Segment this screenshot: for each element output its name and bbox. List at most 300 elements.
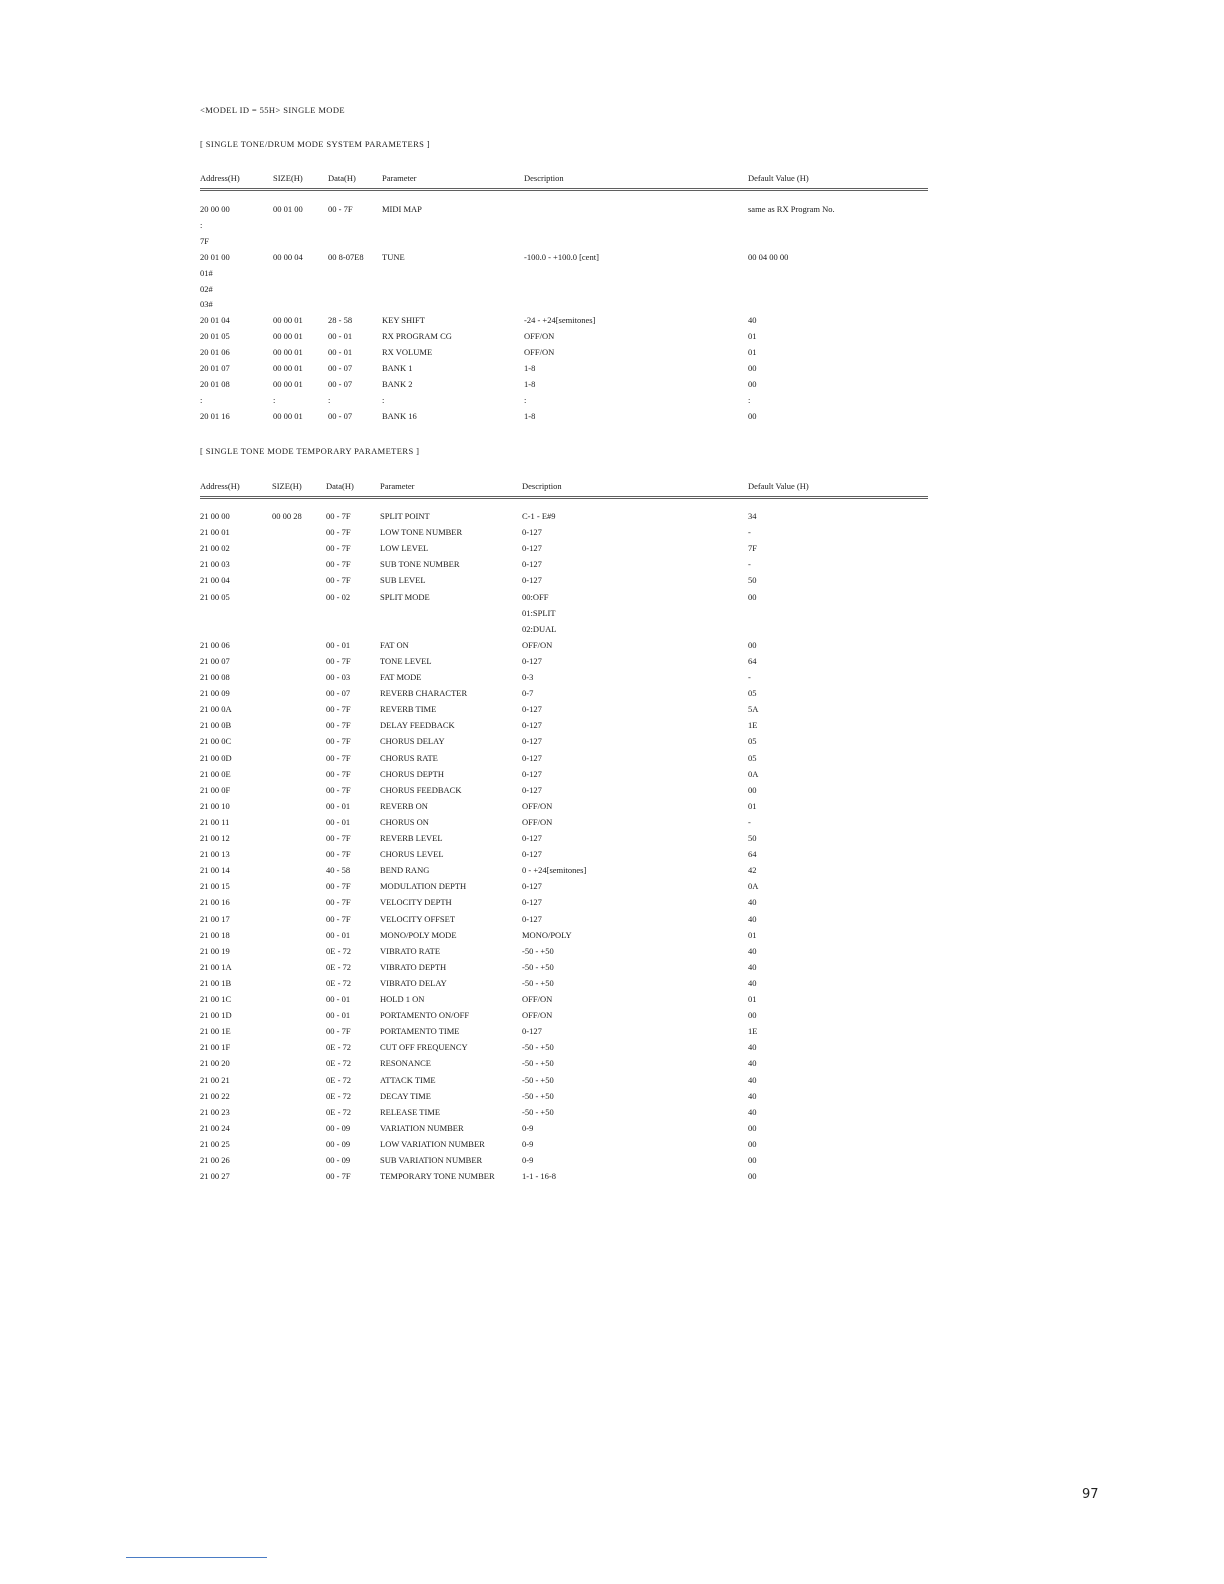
data-cell: 00 - 7F: [326, 784, 351, 795]
default-value-cell: 42: [748, 865, 757, 876]
table-row: [0, 640, 1224, 656]
address-cell: 21 00 16: [200, 897, 230, 908]
table-row: [0, 608, 1224, 624]
table-row: [0, 1010, 1224, 1026]
parameter-cell: PORTAMENTO ON/OFF: [380, 1010, 470, 1021]
table-row: [0, 865, 1224, 881]
description-cell: 0-127: [522, 1026, 542, 1037]
address-cell: 21 00 27: [200, 1171, 230, 1182]
description-cell: -50 - +50: [522, 1058, 554, 1069]
description-cell: 1-1 - 16-8: [522, 1171, 556, 1182]
size-cell: :: [273, 394, 276, 405]
data-cell: 00 - 01: [326, 929, 351, 940]
default-value-cell: -: [748, 527, 751, 538]
default-value-cell: 64: [748, 849, 757, 860]
default-value-cell: 00: [748, 1155, 757, 1165]
address-cell: 21 00 03: [200, 559, 230, 570]
default-value-cell: 40: [748, 945, 757, 956]
table-row: [0, 1026, 1224, 1042]
data-cell: 00 - 7F: [328, 204, 353, 214]
description-cell: OFF/ON: [522, 994, 553, 1004]
parameter-cell: SPLIT POINT: [380, 511, 430, 521]
default-value-cell: 00: [748, 591, 757, 602]
parameter-cell: LOW TONE NUMBER: [380, 527, 463, 538]
description-cell: 0-9: [522, 1138, 534, 1149]
parameter-cell: MODULATION DEPTH: [380, 881, 467, 892]
description-cell: -24 - +24[semitones]: [524, 315, 596, 326]
table-row: [0, 624, 1224, 640]
data-cell: 00 - 7F: [326, 881, 351, 892]
description-cell: 0-7: [522, 688, 534, 699]
size-header: SIZE(H): [273, 173, 303, 183]
table-row: [0, 315, 1224, 331]
parameter-cell: MIDI MAP: [382, 204, 422, 214]
table-row: [0, 1042, 1224, 1058]
column-header-row: [0, 173, 1224, 189]
description-cell: 0-127: [522, 897, 542, 908]
table-row: [0, 897, 1224, 913]
section-heading: [ SINGLE TONE/DRUM MODE SYSTEM PARAMETERS ]: [200, 139, 431, 149]
default-value-cell: 01: [748, 800, 757, 811]
data-cell: 00 - 01: [326, 1010, 351, 1021]
address-cell: 7F: [200, 235, 209, 246]
parameter-cell: CHORUS RATE: [380, 752, 438, 763]
default-value-cell: -: [748, 816, 751, 827]
parameter-cell: BANK 16: [382, 410, 417, 421]
size-cell: 00 00 01: [273, 410, 303, 421]
table-row: [0, 849, 1224, 865]
table-row: [0, 511, 1224, 527]
address-cell: 21 00 01: [200, 527, 230, 538]
default-value-cell: -: [748, 559, 751, 570]
description-cell: OFF/ON: [522, 816, 553, 827]
description-cell: -50 - +50: [522, 945, 554, 956]
address-cell: 21 00 0C: [200, 736, 232, 747]
parameter-cell: VARIATION NUMBER: [380, 1122, 464, 1133]
default-value-cell: 00 04 00 00: [748, 251, 789, 262]
parameter-cell: LOW LEVEL: [380, 543, 429, 554]
table-row: [0, 1107, 1224, 1123]
default-value-cell: :: [748, 394, 751, 405]
data-cell: 00 - 07: [326, 688, 351, 699]
table-row: [0, 268, 1224, 284]
address-cell: 21 00 13: [200, 849, 230, 860]
data-cell: 00 - 09: [326, 1138, 351, 1149]
parameter-cell: SUB TONE NUMBER: [380, 559, 460, 570]
description-cell: 0-127: [522, 736, 542, 747]
address-cell: 21 00 11: [200, 816, 230, 827]
table-row: [0, 347, 1224, 363]
table-row: [0, 284, 1224, 300]
table-row: [0, 395, 1224, 411]
description-cell: OFF/ON: [524, 331, 555, 342]
parameter-cell: TONE LEVEL: [380, 655, 432, 666]
address-cell: 20 01 08: [200, 378, 230, 389]
data-cell: 0E - 72: [326, 1106, 352, 1117]
table-row: [0, 688, 1224, 704]
default-value-header: Default Value (H): [748, 481, 809, 491]
parameter-cell: SPLIT MODE: [380, 591, 430, 602]
description-cell: -50 - +50: [522, 1074, 554, 1085]
data-cell: 00 - 7F: [326, 527, 351, 538]
address-cell: 20 01 07: [200, 363, 230, 373]
data-cell: 0E - 72: [326, 1042, 352, 1053]
default-value-cell: 00: [748, 378, 757, 389]
data-cell: 00 - 03: [326, 672, 351, 682]
default-value-cell: 00: [748, 363, 757, 373]
description-cell: 0-9: [522, 1122, 534, 1133]
address-cell: 21 00 21: [200, 1074, 230, 1085]
data-cell: 00 - 01: [326, 994, 351, 1004]
description-cell: MONO/POLY: [522, 929, 572, 940]
address-cell: 21 00 04: [200, 575, 230, 586]
data-cell: 00 - 7F: [326, 736, 351, 747]
description-cell: 0-127: [522, 768, 542, 779]
data-cell: 00 - 7F: [326, 1171, 351, 1182]
address-cell: 21 00 05: [200, 591, 230, 602]
address-cell: 21 00 00: [200, 511, 230, 521]
parameter-cell: BANK 2: [382, 378, 413, 389]
data-cell: 0E - 72: [326, 961, 352, 972]
description-cell: :: [524, 394, 527, 405]
address-cell: 21 00 0F: [200, 784, 231, 795]
default-value-cell: 40: [748, 913, 757, 924]
table-row: [0, 204, 1224, 220]
data-cell: 00 - 09: [326, 1122, 351, 1133]
description-cell: 1-8: [524, 410, 536, 421]
description-cell: 0 - +24[semitones]: [522, 865, 587, 876]
table-row: [0, 379, 1224, 395]
parameter-header: Parameter: [380, 481, 415, 491]
address-cell: 03#: [200, 299, 213, 310]
address-cell: 21 00 10: [200, 800, 230, 811]
description-cell: 0-127: [522, 655, 542, 666]
data-cell: 00 8-07E8: [328, 251, 364, 262]
default-value-cell: 01: [748, 929, 757, 940]
description-cell: OFF/ON: [524, 347, 555, 358]
parameter-cell: CHORUS DEPTH: [380, 768, 444, 779]
default-value-header: Default Value (H): [748, 173, 809, 183]
table-row: [0, 331, 1224, 347]
address-cell: 20 01 05: [200, 331, 230, 342]
table-row: [0, 946, 1224, 962]
address-cell: 20 01 00: [200, 251, 230, 262]
data-cell: 00 - 7F: [326, 752, 351, 763]
data-cell: 00 - 7F: [326, 720, 351, 731]
description-cell: 0-127: [522, 720, 542, 731]
data-cell: 00 - 7F: [326, 655, 351, 666]
default-value-cell: 50: [748, 833, 757, 843]
description-cell: 0-3: [522, 672, 534, 682]
data-cell: 00 - 7F: [326, 849, 351, 860]
address-cell: 21 00 19: [200, 945, 230, 956]
address-cell: :: [200, 394, 203, 405]
address-cell: 21 00 07: [200, 655, 230, 666]
address-cell: :: [200, 219, 203, 230]
default-value-cell: -: [748, 672, 751, 682]
description-cell: -50 - +50: [522, 977, 554, 988]
table-row: [0, 411, 1224, 427]
parameter-cell: RX PROGRAM CG: [382, 331, 452, 342]
data-cell: 00 - 07: [328, 378, 353, 389]
table-row: [0, 994, 1224, 1010]
data-cell: 00 - 01: [326, 816, 351, 827]
address-cell: 21 00 0E: [200, 768, 231, 779]
description-cell: 0-127: [522, 833, 542, 843]
address-cell: 20 01 16: [200, 410, 230, 421]
address-cell: 21 00 14: [200, 865, 230, 876]
address-cell: 21 00 23: [200, 1106, 230, 1117]
data-cell: 00 - 7F: [326, 543, 351, 554]
address-cell: 21 00 1A: [200, 961, 232, 972]
default-value-cell: 00: [748, 639, 757, 650]
default-value-cell: 01: [748, 347, 757, 358]
table-row: [0, 1075, 1224, 1091]
address-cell: 20 01 06: [200, 347, 230, 358]
address-cell: 21 00 08: [200, 672, 230, 682]
parameter-cell: CHORUS FEEDBACK: [380, 784, 462, 795]
address-header: Address(H): [200, 173, 240, 183]
parameter-cell: VELOCITY OFFSET: [380, 913, 456, 924]
table-row: [0, 801, 1224, 817]
size-cell: 00 00 01: [273, 378, 303, 389]
footnote-separator: [126, 1557, 267, 1558]
default-value-cell: 1E: [748, 1026, 758, 1037]
table-row: [0, 704, 1224, 720]
address-cell: 21 00 12: [200, 833, 230, 843]
table-row: [0, 1058, 1224, 1074]
data-cell: 0E - 72: [326, 977, 352, 988]
table-row: [0, 914, 1224, 930]
table-row: [0, 1123, 1224, 1139]
description-cell: -50 - +50: [522, 1106, 554, 1117]
address-header: Address(H): [200, 481, 240, 491]
address-cell: 02#: [200, 283, 213, 294]
data-cell: 00 - 7F: [326, 913, 351, 924]
parameter-cell: RESONANCE: [380, 1058, 432, 1069]
default-value-cell: 5A: [748, 704, 759, 715]
data-cell: 00 - 07: [328, 410, 353, 421]
data-cell: 00 - 7F: [326, 559, 351, 570]
parameter-cell: FAT MODE: [380, 672, 422, 682]
table-row: [0, 785, 1224, 801]
parameter-cell: BEND RANG: [380, 865, 430, 876]
address-cell: 01#: [200, 267, 213, 278]
data-header: Data(H): [328, 173, 356, 183]
address-cell: 21 00 15: [200, 881, 230, 892]
default-value-cell: 0A: [748, 881, 759, 892]
data-cell: 00 - 01: [328, 347, 353, 358]
size-cell: 00 00 28: [272, 511, 302, 521]
parameter-cell: DECAY TIME: [380, 1090, 431, 1101]
default-value-cell: 00: [748, 410, 757, 421]
default-value-cell: 40: [748, 1106, 757, 1117]
address-cell: 21 00 26: [200, 1155, 230, 1165]
description-cell: 0-127: [522, 752, 542, 763]
description-cell: 0-127: [522, 913, 542, 924]
table-row: [0, 753, 1224, 769]
parameter-cell: MONO/POLY MODE: [380, 929, 457, 940]
table-row: [0, 930, 1224, 946]
address-cell: 21 00 1C: [200, 994, 232, 1004]
table-row: [0, 592, 1224, 608]
parameter-cell: CHORUS ON: [380, 816, 429, 827]
default-value-cell: 40: [748, 1058, 757, 1069]
table-row: [0, 817, 1224, 833]
header-divider: [200, 496, 928, 499]
description-cell: 0-127: [522, 527, 542, 538]
header-divider: [200, 188, 928, 191]
section-heading: [ SINGLE TONE MODE TEMPORARY PARAMETERS ]: [200, 446, 420, 456]
data-cell: 00 - 7F: [326, 768, 351, 779]
address-cell: 21 00 0B: [200, 720, 232, 731]
data-cell: 00 - 7F: [326, 511, 351, 521]
parameter-header: Parameter: [382, 173, 417, 183]
table-row: [0, 220, 1224, 236]
default-value-cell: 00: [748, 1010, 757, 1021]
default-value-cell: 50: [748, 575, 757, 586]
default-value-cell: 40: [748, 315, 757, 326]
address-cell: 21 00 09: [200, 688, 230, 699]
data-cell: 00 - 7F: [326, 704, 351, 715]
address-cell: 21 00 25: [200, 1138, 230, 1149]
description-cell: 1-8: [524, 378, 536, 389]
table-row: [0, 527, 1224, 543]
default-value-cell: 7F: [748, 543, 757, 554]
default-value-cell: 34: [748, 511, 757, 521]
parameter-cell: KEY SHIFT: [382, 315, 425, 326]
address-cell: 21 00 18: [200, 929, 230, 940]
data-cell: 00 - 01: [328, 331, 353, 342]
parameter-cell: CHORUS LEVEL: [380, 849, 444, 860]
table-row: [0, 672, 1224, 688]
page-number: 97: [1082, 1487, 1099, 1502]
table-row: [0, 736, 1224, 752]
data-cell: 40 - 58: [326, 865, 351, 876]
data-cell: 0E - 72: [326, 1058, 352, 1069]
parameter-cell: TUNE: [382, 251, 405, 262]
column-header-row: [0, 481, 1224, 497]
data-cell: 00 - 01: [326, 639, 351, 650]
default-value-cell: 00: [748, 1138, 757, 1149]
parameter-cell: BANK 1: [382, 363, 413, 373]
description-cell: OFF/ON: [522, 639, 553, 650]
description-cell: 1-8: [524, 363, 536, 373]
size-cell: 00 00 01: [273, 315, 303, 326]
default-value-cell: 40: [748, 961, 757, 972]
address-cell: 21 00 02: [200, 543, 230, 554]
description-cell: 0-9: [522, 1155, 534, 1165]
description-cell: 00:OFF: [522, 591, 549, 602]
description-cell: 0-127: [522, 784, 542, 795]
parameter-cell: REVERB LEVEL: [380, 833, 443, 843]
description-cell: 0-127: [522, 849, 542, 860]
description-cell: C-1 - E#9: [522, 511, 556, 521]
address-cell: 21 00 0D: [200, 752, 232, 763]
default-value-cell: 05: [748, 752, 757, 763]
table-row: [0, 575, 1224, 591]
data-cell: 00 - 7F: [326, 1026, 351, 1037]
table-row: [0, 252, 1224, 268]
table-row: [0, 720, 1224, 736]
table-row: [0, 543, 1224, 559]
table-row: [0, 363, 1224, 379]
address-cell: 20 01 04: [200, 315, 230, 326]
parameter-cell: DELAY FEEDBACK: [380, 720, 455, 731]
default-value-cell: 40: [748, 1074, 757, 1085]
default-value-cell: 64: [748, 655, 757, 666]
description-cell: 0-127: [522, 559, 542, 570]
size-cell: 00 00 04: [273, 251, 303, 262]
data-cell: 00 - 01: [326, 800, 351, 811]
table-row: [0, 769, 1224, 785]
description-header: Description: [522, 481, 562, 491]
default-value-cell: 00: [748, 1171, 757, 1182]
description-cell: -50 - +50: [522, 1090, 554, 1101]
address-cell: 21 00 1B: [200, 977, 232, 988]
description-cell: 02:DUAL: [522, 623, 557, 634]
parameter-cell: VIBRATO DELAY: [380, 977, 447, 988]
parameter-cell: RELEASE TIME: [380, 1106, 441, 1117]
parameter-cell: REVERB ON: [380, 800, 428, 811]
address-cell: 21 00 0A: [200, 704, 232, 715]
data-cell: 00 - 7F: [326, 897, 351, 908]
table-row: [0, 299, 1224, 315]
address-cell: 21 00 1D: [200, 1010, 232, 1021]
address-cell: 21 00 06: [200, 639, 230, 650]
size-cell: 00 00 01: [273, 347, 303, 358]
address-cell: 21 00 20: [200, 1058, 230, 1069]
parameter-cell: CUT OFF FREQUENCY: [380, 1042, 468, 1053]
parameter-cell: VIBRATO DEPTH: [380, 961, 447, 972]
default-value-cell: 01: [748, 994, 757, 1004]
default-value-cell: 40: [748, 897, 757, 908]
page-title: <MODEL ID = 55H> SINGLE MODE: [200, 105, 345, 115]
data-cell: 00 - 02: [326, 591, 351, 602]
default-value-cell: same as RX Program No.: [748, 204, 835, 214]
parameter-cell: SUB VARIATION NUMBER: [380, 1155, 483, 1165]
parameter-cell: ATTACK TIME: [380, 1074, 436, 1085]
table-row: [0, 656, 1224, 672]
parameter-cell: :: [382, 394, 385, 405]
default-value-cell: 05: [748, 688, 757, 699]
table-row: [0, 962, 1224, 978]
description-header: Description: [524, 173, 564, 183]
table-row: [0, 1091, 1224, 1107]
address-cell: 21 00 22: [200, 1090, 230, 1101]
address-cell: 21 00 17: [200, 913, 230, 924]
description-cell: -100.0 - +100.0 [cent]: [524, 251, 599, 262]
description-cell: 0-127: [522, 704, 542, 715]
description-cell: OFF/ON: [522, 1010, 553, 1021]
data-cell: 0E - 72: [326, 945, 352, 956]
table-row: [0, 978, 1224, 994]
default-value-cell: 01: [748, 331, 757, 342]
size-cell: 00 01 00: [273, 204, 303, 214]
default-value-cell: 0A: [748, 768, 759, 779]
default-value-cell: 05: [748, 736, 757, 747]
table-row: [0, 881, 1224, 897]
parameter-cell: REVERB CHARACTER: [380, 688, 468, 699]
description-cell: 01:SPLIT: [522, 607, 556, 618]
description-cell: -50 - +50: [522, 1042, 554, 1053]
parameter-cell: REVERB TIME: [380, 704, 437, 715]
data-cell: :: [328, 394, 331, 405]
description-cell: OFF/ON: [522, 800, 553, 811]
data-cell: 28 - 58: [328, 315, 353, 326]
data-cell: 00 - 07: [328, 363, 353, 373]
default-value-cell: 40: [748, 977, 757, 988]
